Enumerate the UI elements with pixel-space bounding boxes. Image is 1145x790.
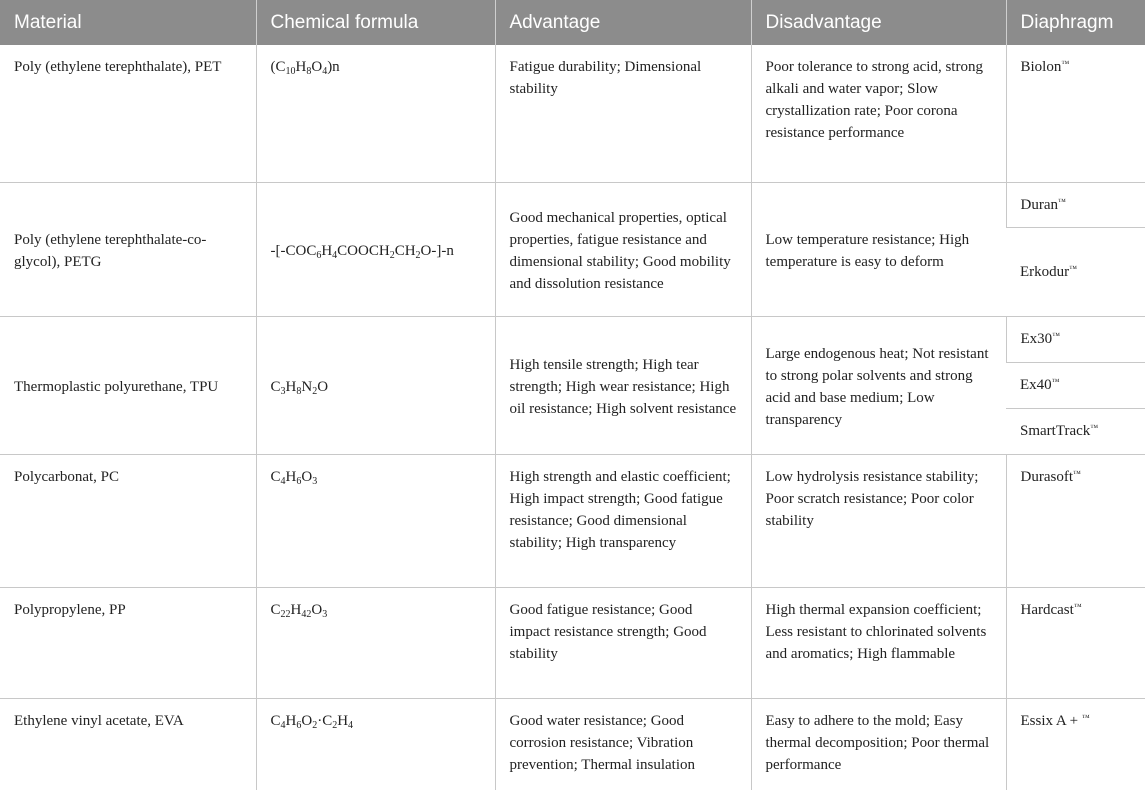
table-row bbox=[0, 182, 1145, 227]
material-cell: Poly (ethylene terephthalate-co-glycol), PETG bbox=[0, 182, 256, 316]
formula-cell: $C_3H_8N_2O$ bbox=[256, 316, 495, 454]
disadvantage-cell: Large endogenous heat; Not resistant to strong polar solvents and strong acid and base medium; Low transparency bbox=[751, 316, 1006, 454]
diaphragm-cell: Hardcast™ bbox=[1006, 587, 1145, 698]
material-cell: Thermoplastic polyurethane, TPU bbox=[0, 316, 256, 454]
material-cell: Polypropylene, PP bbox=[0, 587, 256, 698]
advantage-cell: Good water resistance; Good corrosion resistance; Vibration prevention; Thermal insulation bbox=[495, 698, 751, 790]
disadvantage-cell: Low hydrolysis resistance stability; Poor scratch resistance; Poor color stability bbox=[751, 454, 1006, 587]
material-cell: Ethylene vinyl acetate, EVA bbox=[14, 712, 184, 729]
material-cell: Polycarbonat, PC bbox=[0, 454, 256, 587]
diaphragm-cell: SmartTrack™ bbox=[1006, 408, 1145, 454]
table-row bbox=[0, 454, 1145, 587]
header-disadvantage: Disadvantage bbox=[751, 0, 1006, 45]
diaphragm-cell: Essix A + ™ bbox=[1006, 698, 1145, 790]
advantage-cell: High tensile strength; High tear strength; High wear resistance; High oil resistance; High solvent resistance bbox=[495, 316, 751, 454]
formula-cell: $C_4H_6O_3$ bbox=[256, 454, 495, 587]
table-row bbox=[0, 45, 1145, 182]
formula-cell: $(C_{10}H_8O_4)n$ bbox=[256, 45, 495, 182]
advantage-cell: High strength and elastic coefficient; High impact strength; Good fatigue resistance; Good dimensional stability; High transparency bbox=[495, 454, 751, 587]
advantage-cell: Good mechanical properties, optical properties, fatigue resistance and dimensional stability; Good mobility and dissolution resistance bbox=[495, 182, 751, 316]
header-advantage: Advantage bbox=[495, 0, 751, 45]
disadvantage-cell: High thermal expansion coefficient; Less resistant to chlorinated solvents and aromatics; High flammable bbox=[751, 587, 1006, 698]
advantage-cell: Good fatigue resistance; Good impact resistance strength; Good stability bbox=[495, 587, 751, 698]
header-chemical-formula: Chemical formula bbox=[256, 0, 495, 45]
header-material: Material bbox=[0, 0, 256, 45]
diaphragm-cell: Durasoft™ bbox=[1006, 454, 1145, 587]
formula-cell: $-[-COC_6H_4COOCH_2CH_2O-]-n$ bbox=[256, 182, 495, 316]
diaphragm-cell: Erkodur™ bbox=[1006, 227, 1145, 316]
disadvantage-cell: Easy to adhere to the mold; Easy thermal decomposition; Poor thermal performance bbox=[751, 698, 1006, 790]
formula-cell: $C_{22}H_{42}O_3$ bbox=[256, 587, 495, 698]
header-row bbox=[0, 0, 1145, 45]
formula-cell: $C_4H_6O_2\cdot C_2H_4$ bbox=[256, 698, 495, 790]
header-diaphragm: Diaphragm bbox=[1006, 0, 1145, 45]
table-row bbox=[0, 698, 1145, 790]
diaphragm-cell: Duran™ bbox=[1006, 182, 1145, 227]
disadvantage-cell: Low temperature resistance; High temperature is easy to deform bbox=[751, 182, 1006, 316]
diaphragm-cell: Ex40™ bbox=[1006, 362, 1145, 408]
diaphragm-cell: Ex30™ bbox=[1006, 316, 1145, 362]
material-cell: Poly (ethylene terephthalate), PET bbox=[0, 45, 256, 182]
advantage-cell: Fatigue durability; Dimensional stability bbox=[495, 45, 751, 182]
table-row bbox=[0, 316, 1145, 362]
disadvantage-cell: Poor tolerance to strong acid, strong alkali and water vapor; Slow crystallization rate; Poor corona resistance performance bbox=[751, 45, 1006, 182]
table-row bbox=[0, 587, 1145, 698]
diaphragm-cell: Biolon™ bbox=[1006, 45, 1145, 182]
